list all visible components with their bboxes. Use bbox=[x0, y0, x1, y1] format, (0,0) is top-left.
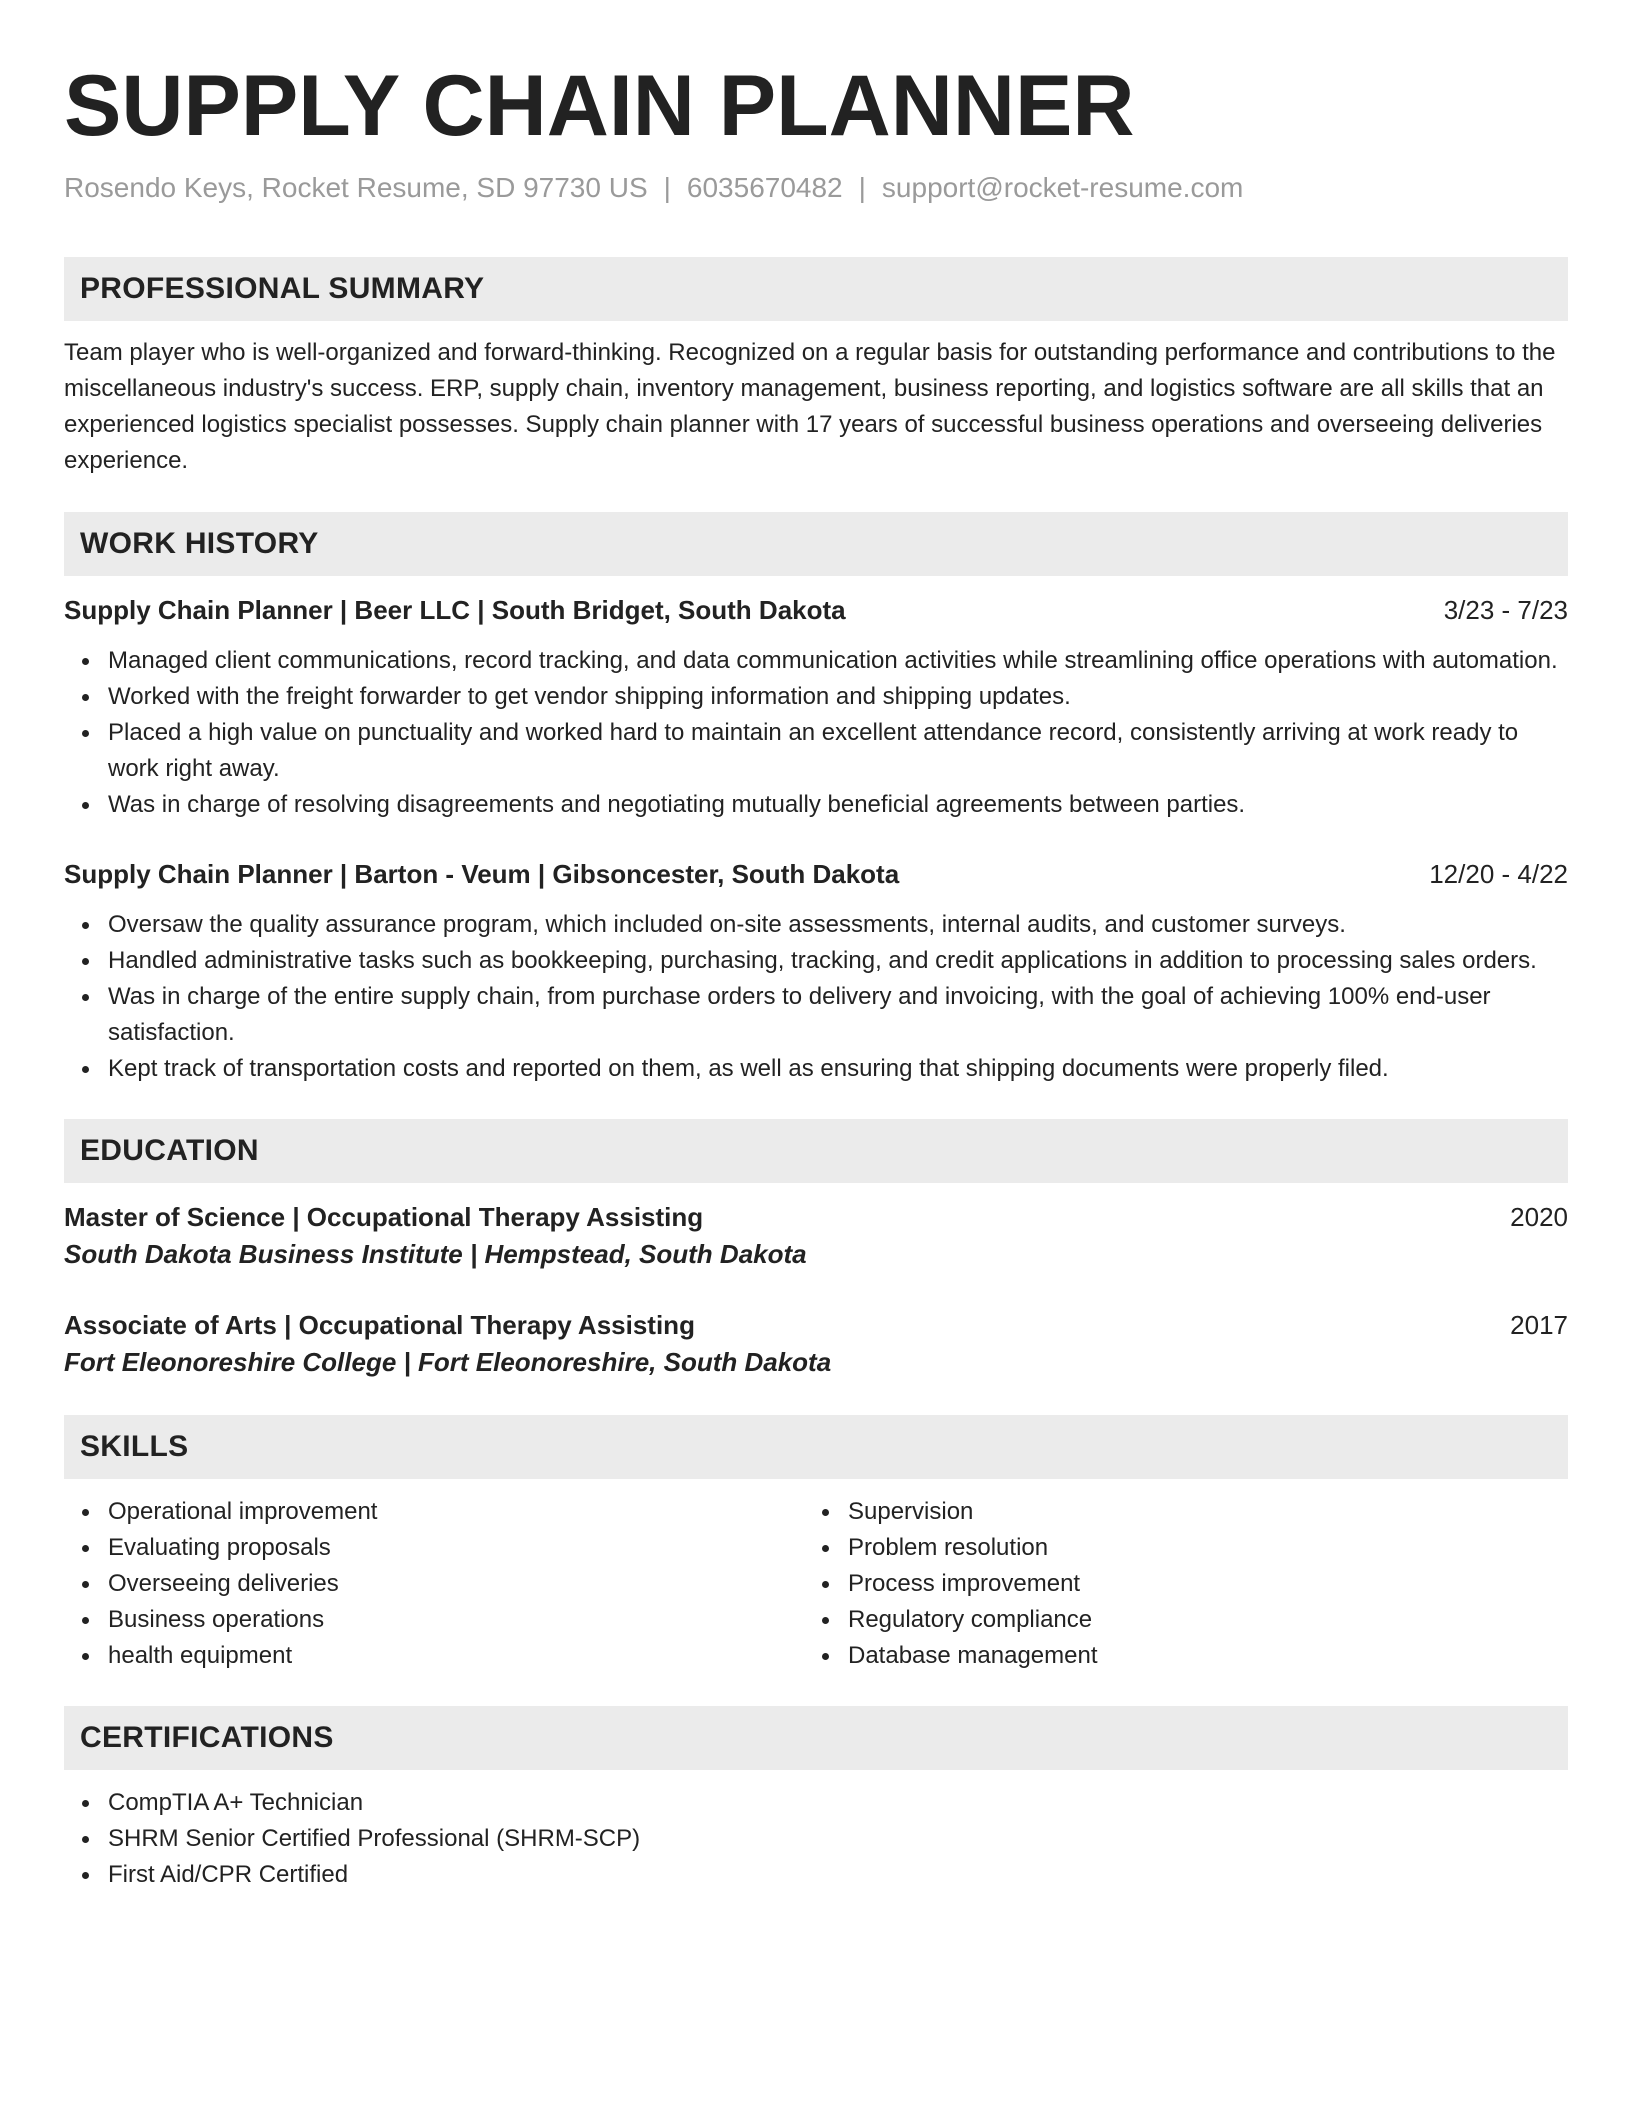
skill-item: Supervision bbox=[848, 1494, 1568, 1530]
job-bullets bbox=[64, 643, 1568, 823]
skills-list bbox=[64, 1494, 804, 1674]
education-school: South Dakota Business Institute | Hempstead, South Dakota bbox=[64, 1239, 807, 1269]
job-date: 3/23 - 7/23 bbox=[1443, 595, 1568, 625]
job-entry bbox=[64, 856, 1568, 1087]
job-bullet: Managed client communications, record tracking, and data communication activities while streamlining office operations with automation. bbox=[108, 643, 1568, 679]
job-bullet: Placed a high value on punctuality and worked hard to maintain an excellent attendance record, consistently arriving at work ready to work right away. bbox=[108, 715, 1568, 787]
skill-item: Overseeing deliveries bbox=[108, 1566, 804, 1602]
skills-column-left bbox=[64, 1494, 804, 1674]
job-bullet: Kept track of transportation costs and reported on them, as well as ensuring that shipping documents were properly filed. bbox=[108, 1051, 1568, 1087]
job-bullet: Oversaw the quality assurance program, which included on-site assessments, internal audits, and customer surveys. bbox=[108, 907, 1568, 943]
education-degree: Master of Science | Occupational Therapy Assisting bbox=[64, 1202, 704, 1232]
education-degree: Associate of Arts | Occupational Therapy Assisting bbox=[64, 1310, 695, 1340]
section-heading-summary: PROFESSIONAL SUMMARY bbox=[64, 257, 1568, 321]
certification-item: First Aid/CPR Certified bbox=[108, 1857, 1568, 1893]
contact-phone: 6035670482 bbox=[686, 172, 843, 203]
skill-item: Business operations bbox=[108, 1602, 804, 1638]
skill-item: Regulatory compliance bbox=[848, 1602, 1568, 1638]
education-header bbox=[64, 1307, 1568, 1343]
summary-text: Team player who is well-organized and forward-thinking. Recognized on a regular basis for outstanding performance and contributions to the miscellaneous industry's success. ERP, supply chain, inventory management, business reporting, and logistics software are all skills that an experienced logistics specialist possesses. Supply chain planner with 17 years of successful business operations and overseeing deliveries experience. bbox=[64, 339, 1556, 474]
education-school: Fort Eleonoreshire College | Fort Eleonoreshire, South Dakota bbox=[64, 1347, 832, 1377]
education-year: 2020 bbox=[1510, 1202, 1568, 1232]
contact-line bbox=[64, 170, 1568, 206]
certification-item: SHRM Senior Certified Professional (SHRM-SCP) bbox=[108, 1821, 1568, 1857]
job-bullet: Was in charge of resolving disagreements and negotiating mutually beneficial agreements between parties. bbox=[108, 787, 1568, 823]
section-heading-work-history: WORK HISTORY bbox=[64, 512, 1568, 576]
job-entry bbox=[64, 592, 1568, 823]
skill-item: health equipment bbox=[108, 1638, 804, 1674]
skill-item: Problem resolution bbox=[848, 1530, 1568, 1566]
education-entry bbox=[64, 1307, 1568, 1381]
job-bullets bbox=[64, 907, 1568, 1087]
job-title: Supply Chain Planner | Barton - Veum | Gibsoncester, South Dakota bbox=[64, 859, 900, 889]
certifications-list bbox=[64, 1785, 1568, 1893]
education-header bbox=[64, 1199, 1568, 1235]
job-header bbox=[64, 856, 1568, 892]
skill-item: Process improvement bbox=[848, 1566, 1568, 1602]
job-bullet: Handled administrative tasks such as bookkeeping, purchasing, tracking, and credit applications in addition to processing sales orders. bbox=[108, 943, 1568, 979]
contact-separator: | bbox=[663, 172, 671, 203]
skills-list bbox=[804, 1494, 1568, 1674]
resume-title: SUPPLY CHAIN PLANNER bbox=[64, 58, 1135, 154]
contact-email: support@rocket-resume.com bbox=[881, 172, 1244, 203]
job-bullet: Was in charge of the entire supply chain, from purchase orders to delivery and invoicing, with the goal of achieving 100% end-user satisfaction. bbox=[108, 979, 1568, 1051]
education-year: 2017 bbox=[1510, 1310, 1568, 1340]
job-bullet: Worked with the freight forwarder to get vendor shipping information and shipping updates. bbox=[108, 679, 1568, 715]
section-heading-education: EDUCATION bbox=[64, 1119, 1568, 1183]
skill-item: Operational improvement bbox=[108, 1494, 804, 1530]
certification-item: CompTIA A+ Technician bbox=[108, 1785, 1568, 1821]
contact-address: Rosendo Keys, Rocket Resume, SD 97730 US bbox=[64, 172, 648, 203]
job-header bbox=[64, 592, 1568, 628]
section-heading-skills: SKILLS bbox=[64, 1415, 1568, 1479]
skills-columns bbox=[64, 1494, 1568, 1674]
contact-separator: | bbox=[858, 172, 866, 203]
education-entry bbox=[64, 1199, 1568, 1273]
skill-item: Evaluating proposals bbox=[108, 1530, 804, 1566]
job-date: 12/20 - 4/22 bbox=[1429, 859, 1568, 889]
skills-column-right bbox=[804, 1494, 1568, 1674]
section-heading-certifications: CERTIFICATIONS bbox=[64, 1706, 1568, 1770]
job-title: Supply Chain Planner | Beer LLC | South Bridget, South Dakota bbox=[64, 595, 846, 625]
skill-item: Database management bbox=[848, 1638, 1568, 1674]
